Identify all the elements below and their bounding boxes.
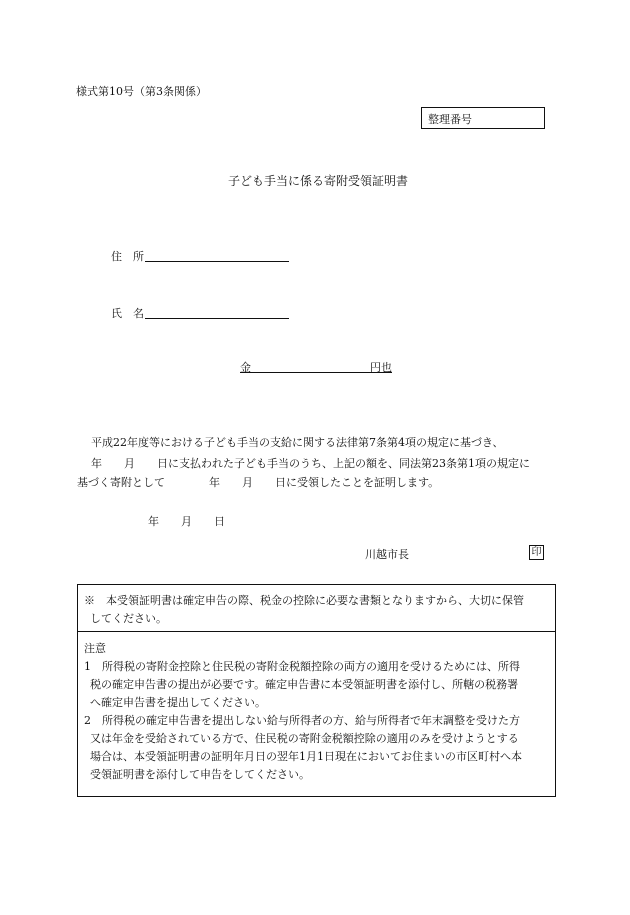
note-item-1-line-1: 1 所得税の寄附金控除と住民税の寄附金税額控除の両方の適用を受けるためには、所得 [84, 660, 520, 673]
notes-section [78, 632, 555, 784]
seal-mark: 印 [529, 545, 544, 560]
notice-text-1: 本受領証明書は確定申告の際、税金の控除に必要な書類となりますから、大切に保管 [106, 594, 524, 607]
name-field-line[interactable] [145, 318, 289, 319]
address-label: 住 所 [111, 250, 144, 263]
document-title: 子ども手当に係る寄附受領証明書 [228, 174, 409, 188]
issue-date: 年 月 日 [148, 515, 225, 528]
notice-section [78, 585, 555, 632]
notice-line-2: してください。 [90, 612, 167, 625]
amount-enya-label: 円也 [370, 361, 392, 374]
notice-mark: ※ [84, 594, 95, 607]
note-item-2-line-2: 又は年金を受給されている方で、住民税の寄附金税額控除の適用のみを受けようとする [90, 732, 519, 745]
form-number: 様式第10号（第3条関係） [76, 85, 207, 98]
note-item-2-line-1: 2 所得税の確定申告書を提出しない給与所得者の方、給与所得者で年末調整を受けた方 [84, 714, 520, 727]
seiri-number-box[interactable] [421, 107, 545, 129]
address-field-line[interactable] [145, 261, 289, 262]
seiri-number-label: 整理番号 [428, 113, 472, 126]
note-item-2-line-4: 受領証明書を添付して申告をしてください。 [90, 768, 310, 781]
body-line-3: 基づく寄附として 年 月 日に受領したことを証明します。 [77, 476, 440, 489]
note-item-2-line-3: 場合は、本受領証明書の証明年月日の翌年1月1日現在においてお住まいの市区町村へ本 [90, 750, 522, 763]
note-item-2-number: 2 [84, 714, 91, 727]
notice-line-1 [84, 592, 549, 610]
notes-heading: 注意 [84, 642, 106, 655]
body-line-1: 平成22年度等における子ども手当の支給に関する法律第7条第4項の規定に基づき、 [91, 436, 504, 449]
note-item-1-line-2: 税の確定申告書の提出が必要です。確定申告書に本受領証明書を添付し、所轄の税務署 [90, 678, 519, 691]
notice-box [77, 584, 556, 797]
amount-field[interactable] [240, 359, 392, 373]
amount-kin-label: 金 [240, 361, 251, 374]
name-label: 氏 名 [111, 307, 144, 320]
note-item-1-line-3: へ確定申告書を提出してください。 [90, 696, 266, 709]
mayor-title: 川越市長 [365, 548, 409, 561]
body-line-2: 年 月 日に支払われた子ども手当のうち、上記の額を、同法第23条第1項の規定に [91, 457, 530, 470]
note-item-1-number: 1 [84, 660, 91, 673]
